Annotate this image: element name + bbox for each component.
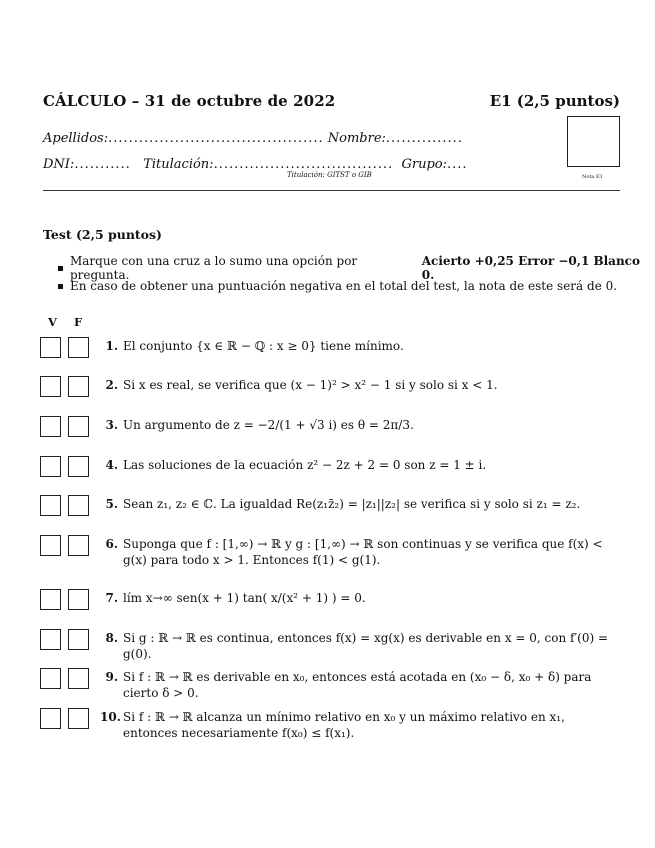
titulacion-label: Titulación: [143, 157, 214, 172]
instruction-1 [58, 254, 655, 282]
exam-score: E1 (2,5 puntos) [489, 92, 620, 110]
question-number: 1. [105, 339, 118, 353]
name-line [43, 131, 463, 146]
f-checkbox-7[interactable] [68, 589, 89, 610]
titulacion-field[interactable]: ................................... [213, 157, 394, 172]
question-number: 5. [105, 497, 118, 511]
question-9 [40, 668, 620, 701]
grupo-field[interactable]: .... [446, 157, 468, 172]
question-number: 3. [105, 418, 118, 432]
v-checkbox-5[interactable] [40, 495, 61, 516]
f-checkbox-8[interactable] [68, 629, 89, 650]
apellidos-field[interactable]: .......................................... [108, 131, 324, 146]
question-5 [40, 495, 620, 516]
question-text: El conjunto {x ∈ ℝ − ℚ : x ≥ 0} tiene mínimo. [123, 339, 404, 353]
instruction-2 [58, 279, 617, 293]
id-line [43, 157, 468, 172]
v-checkbox-2[interactable] [40, 376, 61, 397]
instruction-2-text: En caso de obtener una puntuación negativa en el total del test, la nota de este será de 0. [70, 279, 618, 293]
question-8 [40, 629, 620, 662]
question-text: Si f : ℝ → ℝ es derivable en x₀, entonces está acotada en (x₀ − δ, x₀ + δ) para cierto δ > 0. [123, 670, 592, 700]
question-4 [40, 456, 620, 477]
f-column-label: F [74, 315, 83, 329]
grade-label: Nota E1 [582, 174, 603, 180]
v-checkbox-10[interactable] [40, 708, 61, 729]
nombre-label: Nombre: [327, 131, 386, 146]
question-text: lím x→∞ sen(x + 1) tan( x/(x² + 1) ) = 0. [123, 591, 366, 605]
instruction-1-text: Marque con una cruz a lo sumo una opción por pregunta. [69, 254, 358, 282]
f-checkbox-3[interactable] [68, 416, 89, 437]
f-checkbox-6[interactable] [68, 535, 89, 556]
question-number: 7. [105, 591, 118, 605]
grupo-label: Grupo: [401, 157, 447, 172]
question-2 [40, 376, 620, 397]
v-column-label: V [48, 315, 57, 329]
f-checkbox-5[interactable] [68, 495, 89, 516]
dni-label: DNI: [43, 157, 75, 172]
instruction-1-scoring: Acierto +0,25 Error −0,1 Blanco 0. [421, 254, 640, 282]
nombre-field[interactable]: ............... [385, 131, 463, 146]
question-1 [40, 337, 620, 358]
question-number: 6. [105, 537, 118, 551]
question-text: Sean z₁, z₂ ∈ ℂ. La igualdad Re(z₁z̄₂) = |z₁||z₂| se verifica si y solo si z₁ = z₂. [123, 497, 581, 511]
question-text: Si x es real, se verifica que (x − 1)² > x² − 1 si y solo si x < 1. [123, 378, 498, 392]
question-number: 8. [105, 631, 118, 645]
grade-box[interactable] [567, 116, 620, 167]
v-checkbox-4[interactable] [40, 456, 61, 477]
v-checkbox-3[interactable] [40, 416, 61, 437]
dni-field[interactable]: ........... [74, 157, 131, 172]
v-checkbox-7[interactable] [40, 589, 61, 610]
f-checkbox-9[interactable] [68, 668, 89, 689]
question-number: 10. [100, 710, 121, 724]
titulacion-note: Titulación: GITST o GIB [287, 171, 372, 179]
exam-title: CÁLCULO – 31 de octubre de 2022 [43, 92, 336, 110]
v-checkbox-6[interactable] [40, 535, 61, 556]
divider [43, 190, 620, 191]
f-checkbox-1[interactable] [68, 337, 89, 358]
question-text: Un argumento de z = −2/(1 + √3 i) es θ = 2π/3. [123, 418, 414, 432]
f-checkbox-10[interactable] [68, 708, 89, 729]
section-title: Test (2,5 puntos) [43, 227, 162, 242]
question-7 [40, 589, 620, 610]
apellidos-label: Apellidos: [43, 131, 109, 146]
v-checkbox-1[interactable] [40, 337, 61, 358]
question-number: 4. [105, 458, 118, 472]
question-10 [40, 708, 620, 741]
f-checkbox-4[interactable] [68, 456, 89, 477]
question-text: Suponga que f : [1,∞) → ℝ y g : [1,∞) → ℝ son continuas y se verifica que f(x) < g(x) para todo x > 1. Entonces f(1) < g(1). [123, 537, 603, 567]
question-text: Las soluciones de la ecuación z² − 2z + 2 = 0 son z = 1 ± i. [123, 458, 487, 472]
v-checkbox-8[interactable] [40, 629, 61, 650]
question-text: Si f : ℝ → ℝ alcanza un mínimo relativo en x₀ y un máximo relativo en x₁, entonces necesariamente f(x₀) ≤ f(x₁). [123, 710, 565, 740]
question-6 [40, 535, 620, 568]
question-number: 2. [105, 378, 118, 392]
question-number: 9. [105, 670, 118, 684]
f-checkbox-2[interactable] [68, 376, 89, 397]
v-checkbox-9[interactable] [40, 668, 61, 689]
bullet-icon [58, 266, 63, 271]
bullet-icon [58, 284, 63, 289]
question-3 [40, 416, 620, 437]
question-text: Si g : ℝ → ℝ es continua, entonces f(x) = xg(x) es derivable en x = 0, con f′(0) = g(0). [123, 631, 609, 661]
